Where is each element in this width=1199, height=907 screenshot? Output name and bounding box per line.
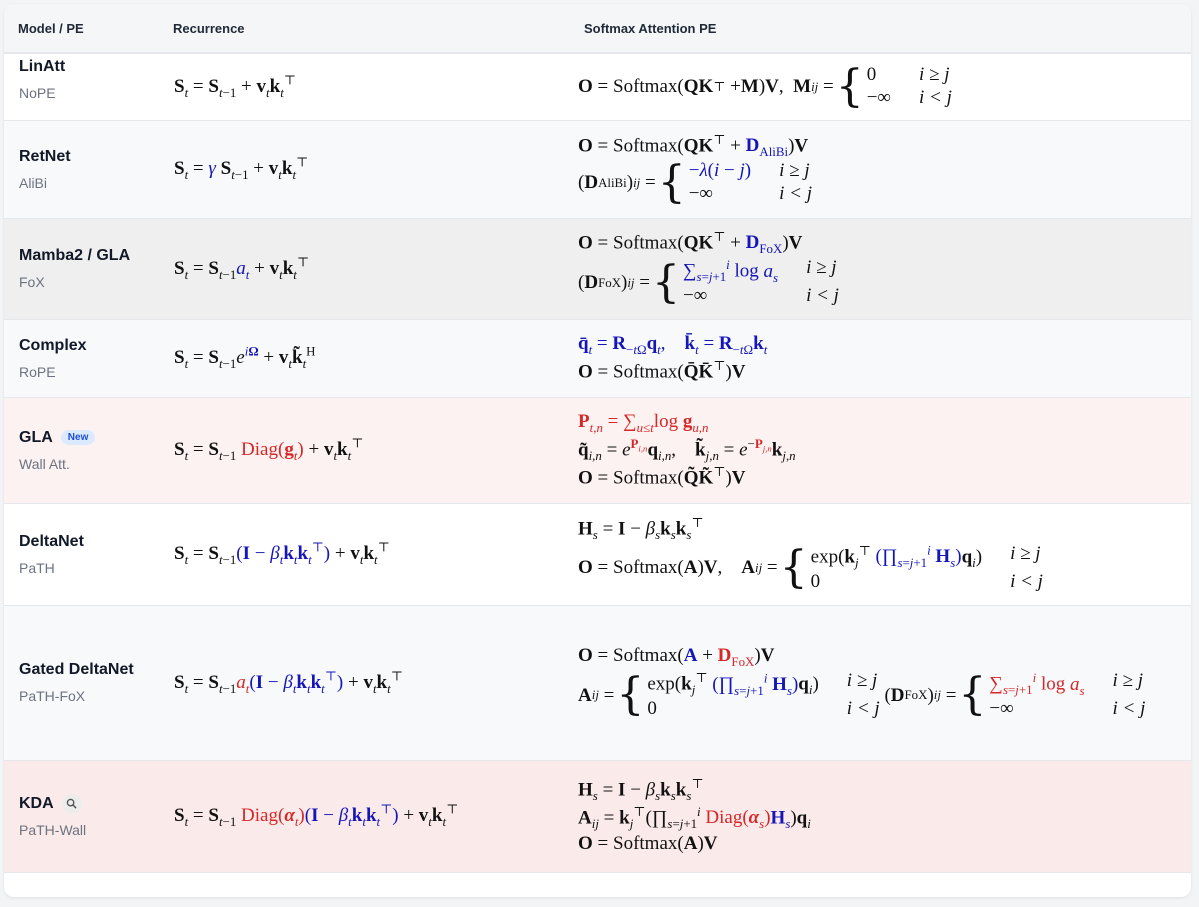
pe-name: FoX <box>19 274 45 290</box>
recurrence-formula: $S_t = S_{t-1}a_t + v_tk_t^⊤$ <box>174 254 310 282</box>
recurrence-cell <box>158 120 570 218</box>
table-row <box>4 218 1191 319</box>
attention-formula: O = Softmax(QK⊤ + $D_{AliBi})V$ ( D AliBi ) ij = { −λ(i − j) i ≥ j −∞ i < j <box>578 132 812 209</box>
attention-cell <box>570 605 1191 760</box>
recurrence-cell <box>158 319 570 397</box>
attention-formula: $q̄_t = R_{-t\Omega}q_t$, $k̄_t = R_{-t\Omega}k_t$ O = Softmax(Q̄K̄⊤)V <box>578 332 768 383</box>
attention-cell <box>570 760 1191 872</box>
header-softmax-attention-pe: Softmax Attention PE <box>570 4 1191 53</box>
model-cell <box>4 605 158 760</box>
table-row <box>4 503 1191 605</box>
table-header-row <box>4 4 1191 53</box>
attention-formula: O = Softmax(QK⊤ + $D_{FoX})V$ ( D FoX ) ij = { $\sum_{s=j+1}^i$ $\log a_s$ i ≥ j −∞ i < j <box>578 229 839 308</box>
recurrence-cell <box>158 503 570 605</box>
attention-cell <box>570 319 1191 397</box>
table-row <box>4 605 1191 760</box>
pe-name: PaTH-Wall <box>19 821 87 838</box>
attention-cell <box>570 397 1191 503</box>
model-cell <box>4 120 158 218</box>
attention-formula: $P_{t,n} = \sum_{u\le t}\log$ $g_{u,n}$ $q̃_{i,n} = e^{P_{i,n}}q_{i,n}$, $k̃_{j,n} = e^{-P_{j,n}}k_{j,n}$ O = Softmax(Q̃K̃⊤)V <box>578 410 796 489</box>
attention-cell <box>570 120 1191 218</box>
model-name: Complex <box>19 336 87 354</box>
model-cell <box>4 319 158 397</box>
table-row <box>4 120 1191 218</box>
pe-name: Wall Att. <box>19 455 70 472</box>
search-icon[interactable] <box>62 795 82 813</box>
recurrence-cell <box>158 760 570 872</box>
model-cell <box>4 503 158 605</box>
attention-formula: O = Softmax( QK ⊤ + M ) V , M ij = { 0 i ≥ j −∞ i < j <box>578 60 952 112</box>
pe-name: NoPE <box>19 85 56 102</box>
pe-name: PaTH-FoX <box>19 688 86 704</box>
model-name: RetNet <box>19 147 71 165</box>
model-name: GLA <box>19 428 53 446</box>
model-cell <box>4 760 158 872</box>
model-name: Mamba2 / GLA <box>19 247 131 264</box>
table-row <box>4 53 1191 120</box>
model-name: LinAtt <box>19 58 66 76</box>
attention-formula: $H_s = I - \beta_sk_sk_s^⊤$ O = Softmax( A ) V , A ij = { $\exp(k_j^⊤$ ($\prod_{s=j+1}^i$ $H_s)q_i$) i ≥ j 0 i < j <box>578 514 1043 594</box>
recurrence-cell <box>158 218 570 319</box>
recurrence-formula: $S_t = S_{t-1}$ $Diag(\alpha_t)(I - \beta_tk_tk_t^⊤) + v_tk_t^⊤$ <box>174 801 459 829</box>
table-row <box>4 319 1191 397</box>
model-cell <box>4 218 158 319</box>
recurrence-cell <box>158 605 570 760</box>
recurrence-formula: $S_t = \gamma$ $S_{t-1} + v_tk_t^⊤$ <box>174 154 309 182</box>
header-recurrence: Recurrence <box>158 4 570 53</box>
comparison-table <box>4 4 1191 873</box>
attention-cell <box>570 53 1191 120</box>
table-row <box>4 397 1191 503</box>
recurrence-formula: $S_t = S_{t-1}$ $Diag(g_t) + v_tk_t^⊤$ <box>174 435 364 463</box>
model-cell <box>4 53 158 120</box>
attention-formula: O = Softmax(A + $D_{FoX})V$ A ij = { $\exp(k_j^⊤$ ($\prod_{s=j+1}^i$ $H_s)q_i$) i ≥ j 0 i < j ( D FoX ) ij = { $\sum_{s=j+1}^i$ $\log a_s$ i ≥ j −∞ i < j <box>578 645 1146 721</box>
recurrence-formula: $S_t = S_{t-1}e^{i\Omega}$ + $v_tk̃_t^H$ <box>174 343 316 371</box>
model-name: KDA <box>19 794 54 812</box>
pe-name: AliBi <box>19 174 48 191</box>
attention-formula: $H_s = I - \beta_sk_sk_s^⊤$ $A_{ij}$ = $k_j^⊤(\prod_{s=j+1}^i$ $Diag(\alpha_s)H_s)q_i$ O = Softmax(A)V <box>578 775 811 855</box>
attention-cell <box>570 218 1191 319</box>
recurrence-cell <box>158 397 570 503</box>
pe-name: PaTH <box>19 559 55 576</box>
header-model-pe: Model / PE <box>4 4 158 53</box>
recurrence-formula: $S_t = S_{t-1}a_t(I - \beta_tk_tk_t^⊤) + v_tk_t^⊤$ <box>174 668 403 696</box>
attention-cell <box>570 503 1191 605</box>
new-badge: New <box>61 430 96 445</box>
recurrence-cell <box>158 53 570 120</box>
table-row <box>4 760 1191 872</box>
recurrence-formula: $S_t = S_{t-1} + v_tk_t^⊤$ <box>174 72 296 100</box>
model-name: Gated DeltaNet <box>19 661 134 678</box>
comparison-table-card <box>4 4 1191 897</box>
model-name: DeltaNet <box>19 532 84 550</box>
pe-name: RoPE <box>19 363 56 380</box>
model-cell <box>4 397 158 503</box>
recurrence-formula: $S_t = S_{t-1}(I - \beta_tk_tk_t^⊤) + v_tk_t^⊤$ <box>174 539 390 567</box>
